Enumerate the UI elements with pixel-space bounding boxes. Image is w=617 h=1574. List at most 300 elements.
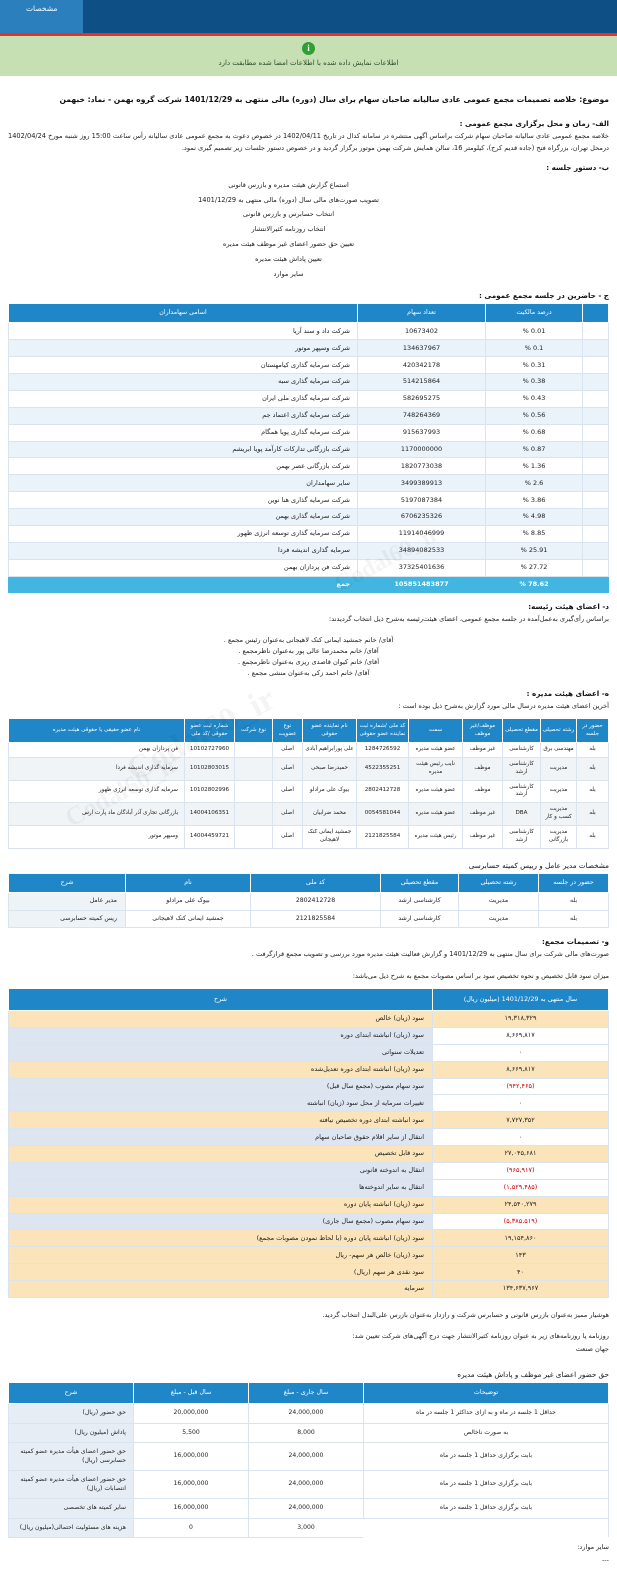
cell-membership: اصلی — [273, 825, 303, 848]
cell-value: ۸,۶۶۹,۸۱۷ — [433, 1061, 609, 1078]
cell-label: سود سهام مصوب (مجمع سال قبل) — [9, 1078, 433, 1095]
remuneration-heading: حق حضور اعضای غیر موظف و پاداش هیئت مدیره — [457, 1369, 609, 1379]
cell-entity-name: فن پردازان بهمن — [9, 743, 185, 758]
cell-name: شرکت سرمایه گذاری هنا نوین — [9, 492, 358, 509]
cell-degree: کارشناسی ارشد — [503, 825, 541, 848]
table-row — [9, 1112, 609, 1129]
row-marker — [583, 525, 609, 542]
cell-shares: 11914046999 — [358, 525, 486, 542]
document-body — [0, 76, 617, 1574]
cell-label: پاداش (میلیون ریال) — [9, 1423, 134, 1443]
cell-shares: 37325401636 — [358, 559, 486, 576]
table-row — [9, 825, 609, 848]
cell-note: بابت برگزاری حداقل 1 جلسه در ماه — [364, 1499, 609, 1519]
cell-shares: 1170000000 — [358, 441, 486, 458]
col-description: شرح — [9, 1382, 134, 1404]
cell-value: (۹۶۵,۹۱۷) — [433, 1162, 609, 1179]
cell-position: عضو هیئت مدیره — [409, 743, 463, 758]
cell-value: ۰ — [433, 1095, 609, 1112]
col-notes: توضیحات — [364, 1382, 609, 1404]
row-marker — [583, 357, 609, 374]
cell-current-amount: 24,000,000 — [249, 1471, 364, 1499]
col-national-id: کد ملی — [251, 873, 381, 893]
section-e-intro: آخرین اعضای هیئت مدیره درسال مالی مورد گزارش به‌شرح ذیل بوده است : — [398, 701, 609, 710]
cell-shares: 1820773038 — [358, 458, 486, 475]
col-field-of-study: رشته تحصیلی — [541, 719, 577, 743]
cell-name: شرکت بازرگانی عصر بهمن — [9, 458, 358, 475]
cell-position: رئیس هیئت مدیره — [409, 825, 463, 848]
cell-total-pct: 78.62 % — [486, 576, 583, 593]
table-row — [9, 1423, 609, 1443]
cell-registration: 14004459721 — [185, 825, 235, 848]
row-marker — [583, 424, 609, 441]
cell-national-id: 4522355251 — [357, 757, 409, 780]
table-row — [9, 1196, 609, 1213]
cell-company-type — [235, 757, 273, 780]
cell-label: تغییرات سرمایه از محل سود (زیان) انباشته — [9, 1095, 433, 1112]
cell-previous-amount: 5,500 — [134, 1423, 249, 1443]
cell-pct: 0.43 % — [486, 390, 583, 407]
section-d-intro: براساس رأی‌گیری به‌عمل‌آمده در جلسه مجمع عمومی، اعضای هیئت‌رئیسه به‌شرح ذیل انتخاب گردیدند: — [329, 615, 609, 624]
row-marker — [583, 492, 609, 509]
presidium-item: آقای/ خانم محمدرضا عالی پور به‌عنوان ناظرمجمع . — [238, 646, 379, 655]
cell-value: ۰ — [433, 1129, 609, 1146]
row-marker — [583, 390, 609, 407]
cell-shares: 134637967 — [358, 340, 486, 357]
cell-label: سرمایه — [9, 1281, 433, 1298]
cell-name: شرکت سرمایه گذاری سبه — [9, 374, 358, 391]
cell-rep-name: علی پورابراهیم آبادی — [303, 743, 357, 758]
cell-registration: 10102803015 — [185, 757, 235, 780]
row-marker — [583, 576, 609, 593]
agenda-item: انتخاب حسابرس و بازرس قانونی — [242, 210, 335, 219]
section-a-heading: الف- زمان و محل برگزاری مجمع عمومی : — [459, 119, 609, 129]
cell-pct: 0.1 % — [486, 340, 583, 357]
profit-allocation-body — [9, 1011, 609, 1298]
table-row — [9, 1404, 609, 1424]
cell-label: سود (زیان) انباشته پایان دوره — [9, 1196, 433, 1213]
section-b-heading: ب- دستور جلسه : — [546, 163, 609, 173]
cell-degree: کارشناسی ارشد — [503, 780, 541, 803]
col-attendance: حضور در جلسه — [577, 719, 609, 743]
table-row — [9, 1027, 609, 1044]
table-row — [9, 1499, 609, 1519]
cell-pct: 0.01 % — [486, 323, 583, 340]
table-header-row — [9, 873, 609, 893]
agenda-item: سایر موارد — [273, 269, 304, 278]
row-marker — [583, 475, 609, 492]
presidium-list — [8, 634, 609, 679]
cell-pct: 0.56 % — [486, 407, 583, 424]
cell-note: بابت برگزاری حداقل 1 جلسه در ماه — [364, 1471, 609, 1499]
cell-current-amount: 24,000,000 — [249, 1499, 364, 1519]
cell-name: شرکت سرمایه گذاری پویا همگام — [9, 424, 358, 441]
presidium-item: آقای/ خانم احمد زکی به‌عنوان منشی مجمع . — [247, 669, 370, 678]
ceo-audit-body — [9, 893, 609, 928]
table-row — [9, 1095, 609, 1112]
cell-label: سود (زیان) انباشته ابتدای دوره تعدیل‌شده — [9, 1061, 433, 1078]
cell-label: سود (زیان) انباشته ابتدای دوره — [9, 1027, 433, 1044]
row-marker — [583, 323, 609, 340]
cell-label: انتقال از سایر اقلام حقوق صاحبان سهام — [9, 1129, 433, 1146]
cell-value: ۲۷,۰۴۵,۶۸۱ — [433, 1146, 609, 1163]
table-row — [9, 893, 609, 911]
cell-degree: کارشناسی ارشد — [381, 910, 459, 928]
table-row — [9, 458, 609, 475]
table-row — [9, 340, 609, 357]
table-row — [9, 1264, 609, 1281]
table-row — [9, 1044, 609, 1061]
agenda-item: انتخاب روزنامه کثیرالانتشار — [251, 225, 326, 234]
cell-note: بابت برگزاری حداقل 1 جلسه در ماه — [364, 1443, 609, 1471]
cell-label: انتقال به اندوخته قانونی — [9, 1162, 433, 1179]
cell-field: مدیریت — [459, 910, 539, 928]
cell-pct: 4.98 % — [486, 509, 583, 526]
cell-value: (۱,۵۲۹,۴۸۵) — [433, 1179, 609, 1196]
col-rep-name: نام نماینده عضو حقوقی — [303, 719, 357, 743]
cell-entity-name: سرمایه گذاری اندیشه فردا — [9, 757, 185, 780]
other-items-label: سایر موارد: — [577, 1543, 609, 1552]
table-header-row — [9, 1382, 609, 1404]
board-members-table — [8, 718, 609, 848]
cell-previous-amount: 0 — [134, 1518, 249, 1538]
cell-name: شرکت داد و سند آریا — [9, 323, 358, 340]
cell-value: (۹۴۲,۴۶۵) — [433, 1078, 609, 1095]
col-position: سمت — [409, 719, 463, 743]
col-company-type: نوع شرکت — [235, 719, 273, 743]
cell-previous-amount: 16,000,000 — [134, 1443, 249, 1471]
agenda-item: استماع گزارش هیئت مدیره و بازرس قانونی — [228, 180, 349, 189]
cell-pct: 25.91 % — [486, 542, 583, 559]
info-icon: i — [302, 42, 315, 55]
remuneration-table — [8, 1382, 609, 1539]
col-degree-level: مقطع تحصیلی — [381, 873, 459, 893]
cell-membership: اصلی — [273, 780, 303, 803]
cell-field: مهندسی برق — [541, 743, 577, 758]
other-items-dots: --- — [601, 1556, 609, 1565]
cell-national-id: 1284726592 — [357, 743, 409, 758]
table-row — [9, 509, 609, 526]
col-rep-national-id: کد ملی /شماره ثبت نماینده عضو حقوقی — [357, 719, 409, 743]
verification-notice — [0, 36, 617, 76]
tab-specifications[interactable]: مشخصات — [0, 0, 83, 33]
col-share-count: تعداد سهام — [358, 303, 486, 323]
table-row — [9, 1146, 609, 1163]
cell-current-amount: 24,000,000 — [249, 1443, 364, 1471]
cell-current-amount: 24,000,000 — [249, 1404, 364, 1424]
cell-degree: کارشناسی ارشد — [503, 757, 541, 780]
cell-label: سود نقدی هر سهم (ریال) — [9, 1264, 433, 1281]
section-c-heading: ج - حاضرین در جلسه مجمع عمومی : — [479, 290, 609, 300]
cell-value: ۲۴,۵۴۰,۲۷۹ — [433, 1196, 609, 1213]
cell-pct: 27.72 % — [486, 559, 583, 576]
cell-shares: 915637993 — [358, 424, 486, 441]
cell-degree: DBA — [503, 803, 541, 826]
cell-company-type — [235, 780, 273, 803]
cell-registration: 10102727960 — [185, 743, 235, 758]
cell-name: شرکت فن پردازان بهمن — [9, 559, 358, 576]
verification-notice-text: اطلاعات نمایش داده شده با اطلاعات امضا شده مطابقت دارد — [218, 59, 399, 67]
cell-label: سود (زیان) خالص هر سهم- ریال — [9, 1247, 433, 1264]
cell-role: ریس کمیته حسابرسی — [9, 910, 126, 928]
col-role-description: شرح — [9, 873, 126, 893]
table-total-row — [9, 576, 609, 593]
table-row — [9, 1213, 609, 1230]
section-a-body: خلاصه مجمع عمومی عادی سالیانه صاحبان سهام شرکت براساس آگهی منتشره در سامانه کدال در تاریخ 1402/04/11 در خصوص دعوت به مجمع عمومی عادی سالیانه رأس ساعت 15:00 روز شنبه مورخ 1402/04/24 درمحل تهران، بزرگراه فتح (جاده قدیم کرج)، کیلومتر 16، سالن همایش شرکت بهمن موتور برگزار گردید و در خصوص دستور جلسات زیر تصمیم گیری نمود. — [8, 132, 609, 152]
presidium-item: آقای/ خانم کیوان قاصدی ریزی به‌عنوان ناظرمجمع . — [237, 657, 380, 666]
row-marker — [583, 559, 609, 576]
cell-shares: 582695275 — [358, 390, 486, 407]
col-entity-name: نام عضو حقیقی یا حقوقی هیئت مدیره — [9, 719, 185, 743]
table-header-row — [9, 303, 609, 323]
cell-employment: غیر موظف — [463, 803, 503, 826]
table-row — [9, 475, 609, 492]
cell-name: سرمایه گذاری اندیشه فردا — [9, 542, 358, 559]
cell-label: هزینه های مسئولیت احتمالی(میلیون ریال) — [9, 1518, 134, 1538]
cell-previous-amount: 20,000,000 — [134, 1404, 249, 1424]
cell-name: شرکت سرمایه گذاری بهمن — [9, 509, 358, 526]
cell-entity-name: وسپهر موتور — [9, 825, 185, 848]
cell-membership: اصلی — [273, 757, 303, 780]
row-marker — [583, 441, 609, 458]
cell-role: مدیر عامل — [9, 893, 126, 911]
cell-pct: 0.87 % — [486, 441, 583, 458]
table-row — [9, 542, 609, 559]
table-row — [9, 910, 609, 928]
table-row — [9, 1230, 609, 1247]
cell-degree: کارشناسی ارشد — [381, 893, 459, 911]
profit-allocation-table — [8, 988, 609, 1298]
row-marker — [583, 407, 609, 424]
col-description: شرح — [9, 989, 433, 1011]
cell-national-id: 2802412728 — [357, 780, 409, 803]
cell-note — [364, 1518, 609, 1538]
col-current-year-amount: سال جاری - مبلغ — [249, 1382, 364, 1404]
table-row — [9, 1078, 609, 1095]
row-marker — [583, 542, 609, 559]
table-row — [9, 374, 609, 391]
agenda-list — [8, 177, 609, 280]
cell-value: ۸,۶۶۹,۸۱۷ — [433, 1027, 609, 1044]
agenda-item: تصویب صورت‌های مالی سال (دوره) مالی منتهی به 1401/12/29 — [198, 195, 379, 204]
agenda-item: تعیین حق حضور اعضای غیر موظف هیئت مدیره — [222, 239, 355, 248]
cell-position: عضو هیئت مدیره — [409, 803, 463, 826]
board-members-body — [9, 743, 609, 848]
cell-attendance: بله — [577, 803, 609, 826]
cell-rep-name: حمیدرضا صبحی — [303, 757, 357, 780]
agenda-item: تعیین پاداش هیئت مدیره — [255, 254, 322, 263]
cell-pct: 0.31 % — [486, 357, 583, 374]
cell-entity-name: بازرگانی تجاری آذر آبادگان ماد پارت ارس — [9, 803, 185, 826]
cell-shares: 5197087384 — [358, 492, 486, 509]
table-row — [9, 559, 609, 576]
col-attendance: حضور در جلسه — [539, 873, 609, 893]
cell-attendance: بله — [577, 757, 609, 780]
cell-national-id: 0054581044 — [357, 803, 409, 826]
table-row — [9, 407, 609, 424]
cell-name: شرکت بازرگانی تدارکات کارآمد پویا ابریشم — [9, 441, 358, 458]
cell-employment: غیر موظف — [463, 743, 503, 758]
row-marker — [583, 340, 609, 357]
cell-person-name: بیوک علی مرادلو — [126, 893, 251, 911]
cell-pct: 3.86 % — [486, 492, 583, 509]
cell-value: ۰ — [433, 1044, 609, 1061]
cell-registration: 14004106351 — [185, 803, 235, 826]
cell-label: حق حضور اعضای هیأت مدیره عضو کمیته انتصابات (ریال) — [9, 1471, 134, 1499]
cell-shares: 34894082533 — [358, 542, 486, 559]
section-v-line1: صورت‌های مالی شرکت برای سال منتهی به 1401/12/29 و گزارش فعالیت هیئت مدیره مورد بررسی و تصویب مجمع قرارگرفت . — [251, 950, 609, 959]
remuneration-body — [9, 1404, 609, 1538]
cell-pct: 1.36 % — [486, 458, 583, 475]
cell-shares: 10673402 — [358, 323, 486, 340]
presidium-item: آقای/ خانم جمشید ایمانی کنک لاهیجانی به‌عنوان رئیس مجمع . — [223, 635, 394, 644]
cell-field: مدیریت کسب و کار — [541, 803, 577, 826]
cell-total-label: جمع — [9, 576, 358, 593]
cell-value: (۵,۳۸۵,۵۱۹) — [433, 1213, 609, 1230]
table-row — [9, 1281, 609, 1298]
cell-pct: 8.85 % — [486, 525, 583, 542]
cell-employment: موظف — [463, 780, 503, 803]
ceo-section-heading: مشخصات مدیر عامل و رییس کمیته حسابرسی — [468, 860, 609, 870]
cell-value: ۱۹,۱۵۴,۸۶۰ — [433, 1230, 609, 1247]
col-field-of-study: رشته تحصیلی — [459, 873, 539, 893]
cell-pct: 2.6 % — [486, 475, 583, 492]
table-row — [9, 1162, 609, 1179]
section-v-heading: و- تصمیمات مجمع: — [542, 937, 609, 947]
cell-value: ۴۰ — [433, 1264, 609, 1281]
cell-attendance: بله — [577, 825, 609, 848]
table-row — [9, 492, 609, 509]
col-previous-year-amount: سال قبل - مبلغ — [134, 1382, 249, 1404]
col-employment-status: موظف/غیر موظف — [463, 719, 503, 743]
table-row — [9, 441, 609, 458]
table-row — [9, 743, 609, 758]
cell-position: نایب رئیس هیئت مدیره — [409, 757, 463, 780]
cell-name: شرکت سرمایه گذاری توسعه انرژی ظهور — [9, 525, 358, 542]
cell-label: انتقال به سایر اندوخته‌ها — [9, 1179, 433, 1196]
cell-national-id: 2121825584 — [357, 825, 409, 848]
cell-label: سود قابل تخصیص — [9, 1146, 433, 1163]
col-degree-level: مقطع تحصیلی — [503, 719, 541, 743]
cell-label: حق حضور (ریال) — [9, 1404, 134, 1424]
cell-name: سایر سهامداران — [9, 475, 358, 492]
cell-company-type — [235, 803, 273, 826]
cell-label: سود (زیان) انباشته پایان دوره (با لحاظ نمودن مصوبات مجمع) — [9, 1230, 433, 1247]
table-row — [9, 1471, 609, 1499]
table-row — [9, 1179, 609, 1196]
cell-membership: اصلی — [273, 803, 303, 826]
table-header-row — [9, 989, 609, 1011]
ceo-audit-table — [8, 873, 609, 929]
section-d-heading: د- اعضای هیئت رئیسه: — [528, 602, 609, 612]
cell-shares: 3499389913 — [358, 475, 486, 492]
cell-shares: 6706235326 — [358, 509, 486, 526]
row-marker — [583, 509, 609, 526]
section-v-line2: میزان سود قابل تخصیص و نحوه تخصیص سود بر اساس مصوبات مجمع به شرح ذیل می‌باشد: — [352, 971, 609, 980]
cell-employment: غیر موظف — [463, 825, 503, 848]
cell-membership: اصلی — [273, 743, 303, 758]
cell-label: سایر کمیته های تخصصی — [9, 1499, 134, 1519]
shareholders-table — [8, 303, 609, 594]
table-row — [9, 1247, 609, 1264]
cell-label: سود سهام مصوب (مجمع سال جاری) — [9, 1213, 433, 1230]
cell-total-shares: 105851483877 — [358, 576, 486, 593]
cell-label: سود انباشته ابتدای دوره تخصیص نیافته — [9, 1112, 433, 1129]
cell-attendance: بله — [577, 743, 609, 758]
shareholders-body — [9, 323, 609, 593]
cell-attendance: بله — [539, 893, 609, 911]
document-subject: موضوع: خلاصه تصمیمات مجمع عمومی عادی سالیانه صاحبان سهام برای سال (دوره) مالی منتهی به 1401/12/29 شرکت گروه بهمن - نماد: خبهمن — [59, 95, 609, 104]
cell-field: مدیریت — [541, 757, 577, 780]
cell-attendance: بله — [577, 780, 609, 803]
cell-shares: 514215864 — [358, 374, 486, 391]
table-row — [9, 803, 609, 826]
section-e-heading: ه- اعضای هیئت مدیره : — [526, 688, 609, 698]
col-shareholder-name: اسامی سهامداران — [9, 303, 358, 323]
newspaper-name: جهان صنعت — [575, 1345, 609, 1354]
table-row — [9, 323, 609, 340]
cell-pct: 0.68 % — [486, 424, 583, 441]
table-row — [9, 525, 609, 542]
cell-field: مدیریت — [459, 893, 539, 911]
cell-current-amount: 8,000 — [249, 1423, 364, 1443]
cell-shares: 748264369 — [358, 407, 486, 424]
cell-company-type — [235, 825, 273, 848]
app-header — [0, 0, 617, 36]
cell-note: به صورت ناخالص — [364, 1423, 609, 1443]
auditor-appointment-note: هوشیار ممیز به‌عنوان بازرس قانونی و حسابرس شرکت و رازدار به‌عنوان بازرس علی‌البدل انتخاب گردید. — [322, 1310, 609, 1319]
table-row — [9, 780, 609, 803]
cell-name: شرکت وسپهر موتور — [9, 340, 358, 357]
cell-rep-name: بیوک علی مرادلو — [303, 780, 357, 803]
cell-person-name: جمشید ایمانی کنک لاهیجانی — [126, 910, 251, 928]
cell-registration: 10102802996 — [185, 780, 235, 803]
cell-label: حق حضور اعضای هیأت مدیره عضو کمیته حسابرسی (ریال) — [9, 1443, 134, 1471]
row-marker — [583, 458, 609, 475]
cell-degree: کارشناسی — [503, 743, 541, 758]
table-row — [9, 424, 609, 441]
col-person-name: نام — [126, 873, 251, 893]
cell-rep-name: محمد ضرابیان — [303, 803, 357, 826]
cell-value: ۱۳۴,۶۳۷,۹۶۷ — [433, 1281, 609, 1298]
cell-field: مدیریت — [541, 780, 577, 803]
cell-previous-amount: 16,000,000 — [134, 1471, 249, 1499]
col-membership-type: نوع عضویت — [273, 719, 303, 743]
cell-employment: موظف — [463, 757, 503, 780]
cell-national-id: 2802412728 — [251, 893, 381, 911]
newspaper-line: روزنامه یا روزنامه‌های زیر به عنوان روزنامه کثیرالانتشار جهت درج آگهی‌های شرکت تعیین شد: — [352, 1332, 609, 1341]
table-row — [9, 1443, 609, 1471]
cell-position: عضو هیئت مدیره — [409, 780, 463, 803]
cell-shares: 420342178 — [358, 357, 486, 374]
cell-value: ۱۴۳ — [433, 1247, 609, 1264]
cell-name: شرکت سرمایه گذاری کیامهستان — [9, 357, 358, 374]
table-row — [9, 1011, 609, 1028]
cell-national-id: 2121825584 — [251, 910, 381, 928]
cell-previous-amount: 16,000,000 — [134, 1499, 249, 1519]
cell-note: حداقل 1 جلسه در ماه و به ازای حداکثر 1 جلسه در ماه — [364, 1404, 609, 1424]
cell-company-type — [235, 743, 273, 758]
col-ownership-pct: درصد مالکیت — [486, 303, 583, 323]
cell-value: ۷,۷۲۷,۳۵۲ — [433, 1112, 609, 1129]
row-marker — [583, 374, 609, 391]
cell-name: شرکت سرمایه گذاری ملی ایران — [9, 390, 358, 407]
table-row — [9, 757, 609, 780]
col-blank — [583, 303, 609, 323]
cell-field: مدیریت بازرگانی — [541, 825, 577, 848]
table-row — [9, 357, 609, 374]
cell-label: تعدیلات سنواتی — [9, 1044, 433, 1061]
